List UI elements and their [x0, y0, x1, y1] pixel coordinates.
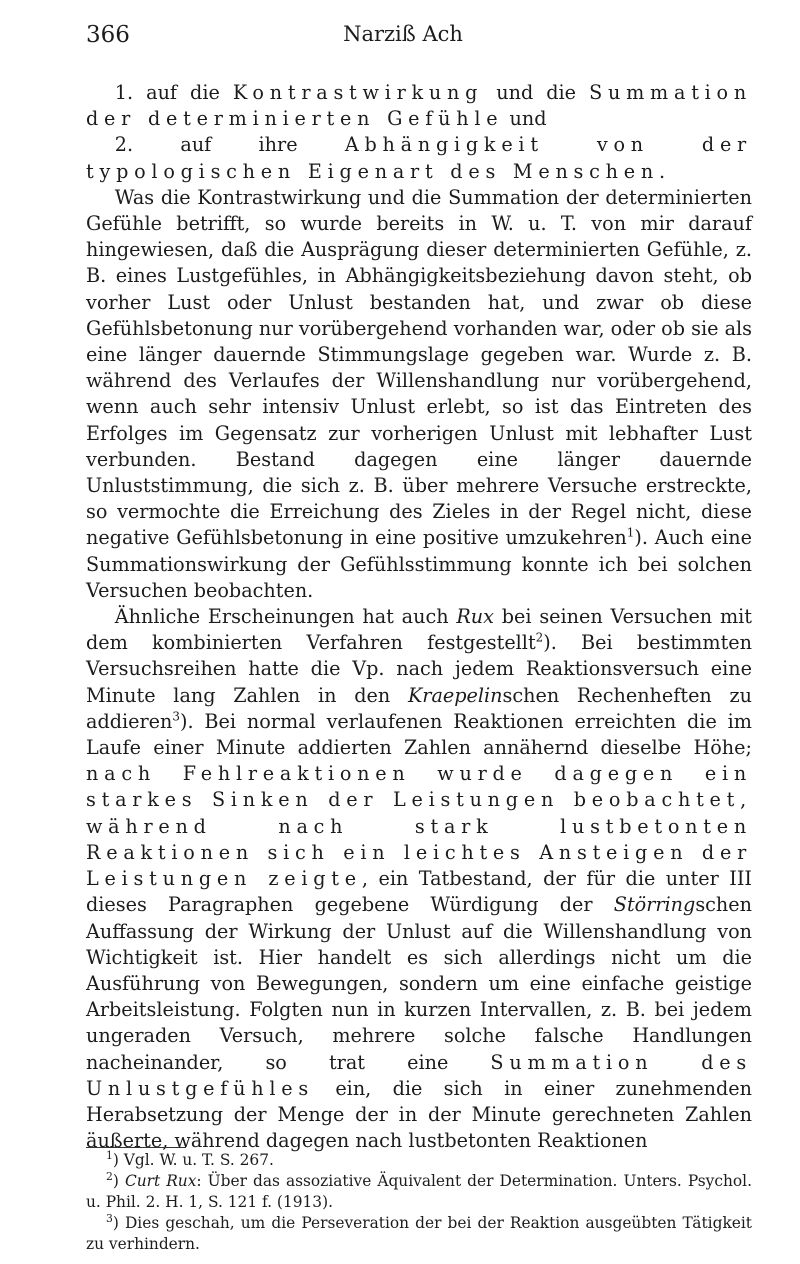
text-run: bei seinen Versuchen mit dem kombinierten Verfahren festgestellt [86, 605, 752, 655]
text-run: ). Bei normal verlaufenen Reaktionen erreichten die im Laufe einer Minute addierten Zahlen annähernd dieselbe Höhe; [86, 709, 752, 760]
text-run: schen Auffassung der Wirkung der Unlust auf die Willenshandlung von Wichtigkeit ist. Hier handelt es sich allerdings nicht um die Ausführung von Bewegungen, sondern um eine einfache geistige Arbeitsleistung. Folgten nun in kurzen Intervallen, z. B. bei jedem ungeraden Versuch, mehrere solche falsche Handlungen nacheinander, so trat eine [86, 893, 752, 1074]
running-title: Narziß Ach [343, 22, 463, 46]
text-run: , ein Tatbestand, der für die unter III dieses Paragraphen gegebene Würdigung der [86, 867, 752, 917]
paragraph [86, 185, 752, 604]
footnote-ref: 2 [106, 1169, 113, 1183]
spaced-emphasis: Summation der determinierten Gefühle [86, 81, 752, 131]
footnote-2 [86, 1171, 752, 1213]
spaced-emphasis: Summation des Unlustgefühles [86, 1050, 752, 1100]
text-run: Was die Kontrastwirkung und die Summation der determinierten Gefühle betrifft, so wurde bereits in W. u. T. von mir darauf hingewiesen, daß die Ausprägung dieser determinierten Gefühle, z. B. eines Lustgefühles, in Abhängigkeitsbeziehung davon steht, ob vorher Lust oder Unlust bestanden hat, und zwar ob diese Gefühlsbetonung nur vorübergehend vorhanden war, oder ob sie als eine länger dauernde Stimmungslage gegeben war. Wurde z. B. während des Verlaufes der Willenshandlung nur vorübergehend, wenn auch sehr intensiv Unlust erlebt, so ist das Eintreten des Erfolges im Gegensatz zur vorherigen Unlust mit lebhafter Lust verbunden. Bestand dagegen eine länger dauernde Unluststimmung, die sich z. B. über mehrere Versuche erstreckte, so vermochte die Erreichung des Zieles in der Regel nicht, diese negative Gefühlsbetonung in eine positive umzukehren [86, 185, 752, 550]
footnote-ref: 3 [106, 1211, 113, 1225]
list-item-2 [86, 132, 752, 184]
italic-name: Störring [613, 893, 696, 917]
footnote-ref: 3 [172, 709, 180, 724]
footnote-3 [86, 1213, 752, 1255]
footnote-ref: 1 [106, 1148, 113, 1162]
spaced-emphasis: Kontrastwirkung [232, 81, 484, 104]
text-run: und [503, 107, 547, 131]
page-header [86, 22, 720, 62]
text-run: ein, die sich in einer zunehmenden Herabsetzung der Menge der in der Minute gerechneten Zahlen äußerte, während dagegen nach lustbetonten Reaktionen [86, 1076, 752, 1153]
footnote-ref: 2 [535, 630, 544, 645]
text-run: ). Bei bestimmten Versuchsreihen hatte die Vp. nach jedem Reaktionsversuch eine Minute lang Zahlen in den [86, 631, 752, 707]
spaced-emphasis: nach Fehlreaktionen wurde dagegen ein starkes Sinken der Leistungen beobachtet, während nach stark lustbetonten Reaktionen sich ein leichtes Ansteigen der Leistungen zeigte [86, 762, 752, 891]
text-run: : Über das assoziative Äquivalent der Determination. Unters. Psychol. u. Phil. 2. H. 1, S. 121 f. (1913). [86, 1172, 752, 1211]
text-run: 1. auf die [114, 81, 233, 104]
text-run: Ähnliche Erscheinungen hat auch [114, 605, 457, 629]
italic-name: Kraepelin [407, 683, 503, 707]
footnote-ref: 1 [626, 526, 635, 541]
spaced-emphasis: Abhängigkeit von der typologischen Eigenart des Menschen. [86, 133, 752, 183]
text-run: und die [483, 81, 590, 104]
text-run: ) [112, 1172, 125, 1190]
footnote-divider [86, 1147, 186, 1148]
text-run: schen Rechenheften zu addieren [86, 683, 752, 733]
list-item-1 [86, 80, 752, 132]
text-run: 2. auf ihre [114, 133, 345, 157]
footnote-1 [86, 1150, 752, 1171]
text-run: ) Dies geschah, um die Perseveration der bei der Reaktion ausgeübten Tätigkeit zu verhindern. [86, 1214, 752, 1253]
paragraph [86, 604, 752, 1154]
text-run: ). Auch eine Summationswirkung der Gefühlsstimmung konnte ich bei solchen Versuchen beobachten. [86, 526, 752, 602]
text-run: ) Vgl. W. u. T. S. 267. [112, 1151, 274, 1169]
body-text [86, 80, 752, 1154]
italic-name: Curt Rux [124, 1172, 197, 1190]
footnotes [86, 1150, 752, 1255]
page-number: 366 [86, 22, 130, 48]
italic-name: Rux [456, 605, 494, 629]
